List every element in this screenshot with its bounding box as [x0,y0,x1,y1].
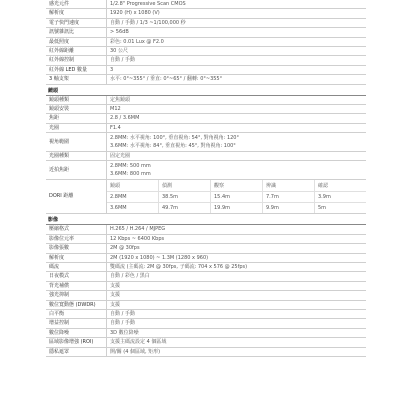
fov-values [106,133,366,151]
min-focus-line: 2.8MM: 500 mm [110,163,151,170]
spec-value: 定焦鏡頭 [106,96,366,104]
spec-row [46,338,366,347]
dori-cell: 5m [314,203,366,213]
spec-row [46,19,366,28]
spec-label: 影像位元率 [49,235,75,242]
dori-cell: 38.5m [158,192,210,202]
spec-label: 光圈 [49,124,60,131]
spec-row [46,291,366,300]
section-heading-video: 影像 [46,214,366,225]
spec-label: 強光抑制 [49,292,70,299]
dori-cell: 19.9m [210,203,262,213]
spec-label: DORI 距離 [49,193,74,200]
spec-row [46,348,366,357]
dori-cell: 2.8MM [110,193,127,200]
spec-value: 1/2.8" Progressive Scan CMOS [106,0,366,8]
dori-data-row [107,192,366,203]
spec-row [46,329,366,338]
spec-row [46,0,366,9]
spec-row [46,96,366,105]
spec-label: 影像張數 [49,245,70,252]
spec-value: 自動 / 手動 [106,319,366,327]
spec-label: 紅外線控制 [49,57,75,64]
spec-value: 2M @ 30fps [106,244,366,252]
spec-row [46,47,366,56]
spec-label: 訊號雜訊比 [49,29,75,36]
spec-row [46,244,366,253]
section-heading-lens: 鏡頭 [46,85,366,96]
spec-row [46,114,366,123]
spec-value: 自動 / 手動 [106,56,366,64]
spec-value: 2M (1920 x 1080) ~ 1.3M (1280 x 960) [106,254,366,262]
fov-row [46,133,366,152]
spec-label: 3 軸支架 [49,76,69,83]
spec-row [46,282,366,291]
spec-value: 支援主碼流設定 4 個區域 [106,338,366,346]
spec-label: 數位寬動態 (DWDR) [49,301,96,308]
dori-data-row [107,203,366,213]
spec-label: 解析度 [49,254,65,261]
spec-label: 隱私遮罩 [49,348,70,355]
dori-header-cell: 辨識 [262,180,314,190]
spec-value: 固定光圈 [106,152,366,160]
spec-value: 自動 / 手動 [106,310,366,318]
spec-label: 電子快門速度 [49,19,80,26]
spec-row [46,263,366,272]
spec-row [46,124,366,133]
spec-label: 數位降噪 [49,329,70,336]
spec-row [46,272,366,281]
spec-label: 增益控制 [49,320,70,327]
dori-header-cell: 觀察 [210,180,262,190]
spec-label: 焦距 [49,115,60,122]
spec-row [46,319,366,328]
spec-row [46,152,366,161]
spec-row [46,28,366,37]
spec-label: 解析度 [49,10,65,17]
min-focus-values [106,161,366,179]
spec-label: 鏡頭種類 [49,96,70,103]
dori-header-row [107,180,366,191]
spec-label: 紅外線 LED 數量 [49,66,87,73]
spec-value: 2.8 / 3.6MM [106,114,366,122]
min-focus-line: 3.6MM: 800 mm [110,171,151,178]
spec-value: 雙碼流 (主碼流: 2M @ 30fps, 子碼流: 704 x 576 @ 25fps) [106,263,366,271]
spec-label: 鏡頭安裝 [49,105,70,112]
dori-cell: 3.6MM [110,205,127,212]
spec-row [46,38,366,47]
spec-sheet [46,0,366,357]
spec-value: H.265 / H.264 / MJPEG [106,225,366,233]
spec-label: 紅外線距離 [49,47,75,54]
spec-value: 支援 [106,301,366,309]
spec-row [46,225,366,234]
spec-label: 背光補償 [49,282,70,289]
sensor-spec-table [46,0,366,85]
spec-value: 自動 / 手動 / 1/3 ~1/100,000 秒 [106,19,366,27]
spec-row [46,105,366,114]
dori-cell: 7.7m [262,192,314,202]
min-focus-row [46,161,366,180]
spec-row [46,301,366,310]
spec-row [46,75,366,84]
dori-cell: 9.9m [262,203,314,213]
spec-value: 30 公尺 [106,47,366,55]
spec-label: 近拍焦距 [49,166,70,173]
spec-row [46,66,366,75]
spec-row [46,235,366,244]
spec-value: 12 Kbps ~ 6400 Kbps [106,235,366,243]
spec-value: 1920 (H) x 1080 (V) [106,9,366,17]
spec-label: 碼流 [49,264,60,271]
spec-value: 3D 數位降噪 [106,329,366,337]
spec-label: 壓縮格式 [49,226,70,233]
spec-row [46,56,366,65]
dori-header-cell: 偵測 [158,180,210,190]
spec-value: 開/關 (4 個區域, 矩形) [106,348,366,356]
spec-label: 區域影像增強 (ROI) [49,339,94,346]
spec-label: 感光元件 [49,1,70,7]
spec-value: 支援 [106,282,366,290]
spec-row [46,9,366,18]
spec-value: 支援 [106,291,366,299]
spec-value: > 56dB [106,28,366,36]
spec-label: 日夜模式 [49,273,70,280]
video-spec-table [46,225,366,356]
spec-label: 視角範圍 [49,138,70,145]
spec-value: 自動 / 彩色 / 黑白 [106,272,366,280]
dori-cell: 49.7m [158,203,210,213]
dori-cell: 3.9m [314,192,366,202]
spec-label: 白平衡 [49,310,65,317]
spec-value: F1.4 [106,124,366,132]
lens-spec-table [46,96,366,134]
spec-label: 光圈種類 [49,153,70,160]
fov-line: 2.8MM: 水平視角: 100°, 垂直視角: 54°, 對角視角: 120° [110,135,239,142]
spec-row [46,310,366,319]
spec-label: 最低照度 [49,38,70,45]
spec-value: M12 [106,105,366,113]
spec-value: 3 [106,66,366,74]
dori-cell: 15.4m [210,192,262,202]
dori-table [106,180,366,213]
spec-row [46,254,366,263]
dori-header-cell: 鏡頭 [110,183,121,190]
dori-header-cell: 確認 [314,180,366,190]
fov-line: 3.6MM: 水平視角: 84°, 垂直視角: 45°, 對角視角: 100° [110,143,236,150]
spec-value: 彩色: 0.01 Lux @ F2.0 [106,38,366,46]
spec-value: 水平: 0°~355° / 垂直: 0°~65° / 翻轉: 0°~355° [106,75,366,83]
dori-row [46,180,366,214]
